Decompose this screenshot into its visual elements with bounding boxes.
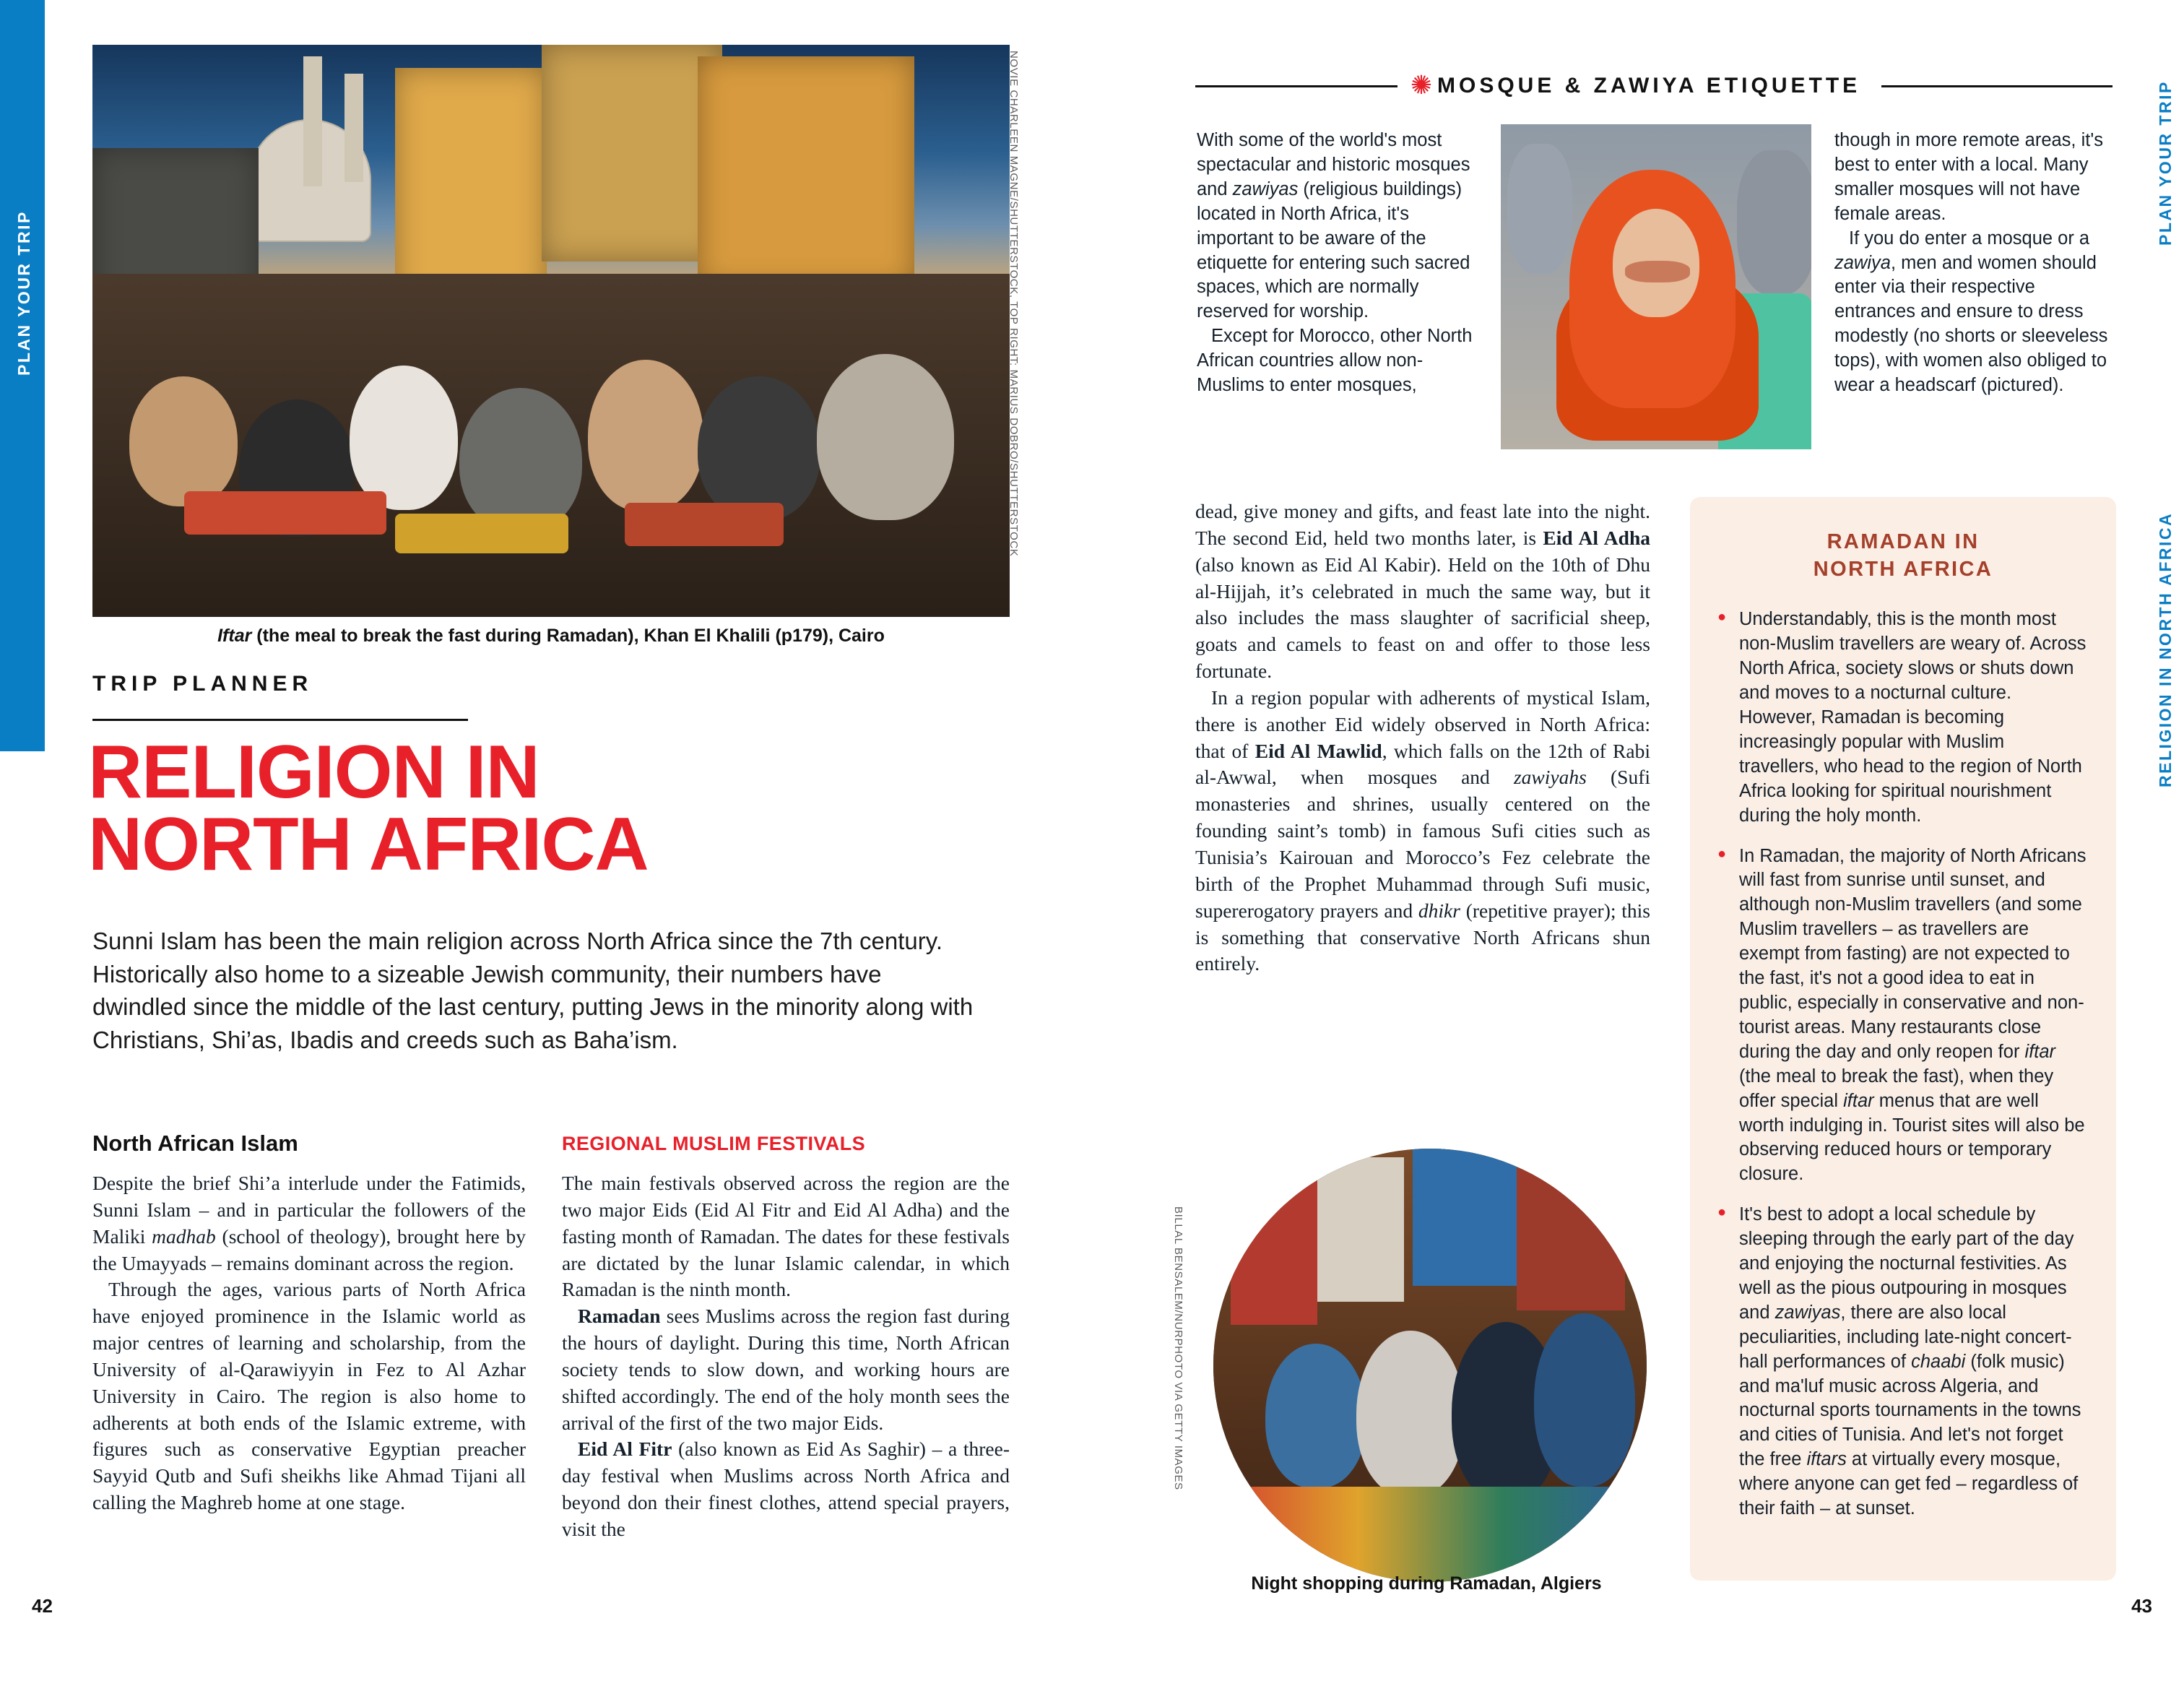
photo-credit-left: NOVIE CHARLEEN MAGNE/SHUTTERSTOCK, TOP RIGHT: MARIUS DOBRO/SHUTTERSTOCK [1008, 51, 1020, 557]
paragraph: Despite the brief Shi’a interlude under the Fatimids, Sunni Islam – and in particular the followers of the Maliki madhab (school of theology), brought here by the Umayyads – remains dominant across the region. [92, 1172, 526, 1274]
etiquette-rule-left [1195, 85, 1398, 87]
sidebar-title-line1: RAMADAN IN [1826, 530, 1980, 553]
paragraph: dead, give money and gifts, and feast late into the night. The second Eid, held two months later, is Eid Al Adha (also known as Eid Al Kabir). Held on the 10th of Dhu al-Hijjah, it’s celebrated in much the same way, but it also includes the mass slaughter of sacrificial sheep, goats and camels to feast on and offer to those less fortunate. [1195, 500, 1650, 683]
right-rail-plan-your-trip: PLAN YOUR TRIP [2156, 80, 2175, 246]
paragraph: Eid Al Fitr (also known as Eid As Saghir) – a three-day festival when Muslims across North Africa and beyond don their finest clothes, attend special prayers, visit the [562, 1438, 1010, 1540]
paragraph: though in more remote areas, it's best to enter with a local. Many smaller mosques will not have female areas. [1834, 130, 2103, 224]
sidebar-ramadan-in-north-africa [1690, 497, 2116, 1581]
paragraph: With some of the world's most spectacular and historic mosques and zawiyas (religious buildings) located in North Africa, it's important to be aware of the etiquette for entering such sacred spaces, which are normally reserved for worship. [1197, 130, 1470, 322]
column-regional-muslim-festivals [562, 1170, 1010, 1543]
lead-photo-iftar-khan-el-khalili [92, 45, 1010, 617]
photo-woman-headscarf [1501, 124, 1811, 449]
etiquette-rule-right [1881, 85, 2112, 87]
right-rail-section-title: RELIGION IN NORTH AFRICA [2156, 511, 2175, 787]
left-rail-section-title: RELIGION IN NORTH AFRICA [14, 446, 33, 722]
main-text-column [1195, 498, 1650, 977]
page-title-line2: NORTH AFRICA [88, 802, 649, 886]
paragraph: The main festivals observed across the region are the two major Eids (Eid Al Fitr and Eid Al Adha) and the fasting month of Ramadan. The dates for these festivals are dictated by the lunar Islamic calendar, in which Ramadan is the ninth month. [562, 1172, 1010, 1301]
photo-credit-right: BILLAL BENSALEM/NURPHOTO VIA GETTY IMAGES [1172, 1206, 1184, 1490]
sidebar-title-line2: NORTH AFRICA [1813, 557, 1993, 581]
column-north-african-islam [92, 1170, 526, 1516]
etiquette-title: MOSQUE & ZAWIYA ETIQUETTE [1437, 74, 1861, 98]
circle-photo-caption: Night shopping during Ramadan, Algiers [1251, 1573, 1602, 1594]
flower-icon: ✺ [1410, 70, 1433, 100]
heading-north-african-islam: North African Islam [92, 1131, 298, 1156]
etiquette-column-1 [1197, 129, 1486, 398]
paragraph: Except for Morocco, other North African countries allow non-Muslims to enter mosques, [1197, 326, 1473, 396]
paragraph: Ramadan sees Muslims across the region fast during the hours of daylight. During this time, North African society tends to slow down, and working hours are shifted accordingly. The end of the holy month sees the arrival of the first of the two major Eids. [562, 1305, 1010, 1434]
left-rail-plan-your-trip: PLAN YOUR TRIP [14, 210, 33, 376]
kicker-trip-planner: TRIP PLANNER [92, 672, 313, 696]
paragraph: Through the ages, various parts of North Africa have enjoyed prominence in the Islamic world as major centres of learning and scholarship, from the University of al-Qarawiyyin in Fez to Al Azhar University in Cairo. The region is also home to adherents at both ends of the Islamic extreme, with figures such as conservative Egyptian preacher Sayyid Qutb and Sufi sheikhs like Ahmad Tijani all calling the Maghreb home at one stage. [92, 1278, 526, 1514]
sidebar-bullet-list [1690, 583, 2116, 1521]
sidebar-bullet: ● In Ramadan, the majority of North Africans will fast from sunrise until sunset, and although non-Muslim travellers (and some Muslim travellers – as travellers are exempt from fasting) are not expected to the fast, it's not a good idea to eat in public, especially in conservative and non-tourist areas. Many restaurants close during the day and only reopen for iftar (the meal to break the fast), when they offer special iftar menus that are well worth indulging in. Tourist sites will also be observing reduced hours or temporary closure. [1717, 844, 2089, 1188]
paragraph: If you do enter a mosque or a zawiya, men and women should enter via their respective entrances and ensure to dress modestly (no shorts or sleeveless tops), with women also obliged to wear a headscarf (pictured). [1834, 228, 2108, 396]
page-title-line1: RELIGION IN [88, 730, 540, 814]
sidebar-title [1690, 497, 2116, 583]
kicker-rule [92, 719, 468, 721]
caption-rest: (the meal to break the fast during Ramadan), Khan El Khalili (p179), Cairo [251, 626, 885, 646]
page-number-left: 42 [32, 1595, 53, 1617]
sidebar-bullet: ● It's best to adopt a local schedule by sleeping through the early part of the day and enjoying the nocturnal festivities. As well as the pious outpouring in mosques and zawiyas, there are also local peculiarities, including late-night concert-hall performances of chaabi (folk music) and ma'luf music across Algeria, and nocturnal sports tournaments in the towns and cities of Tunisia. And let's not forget the free iftars at virtually every mosque, where anyone can get fed – regardless of their faith – at sunset. [1717, 1203, 2089, 1521]
standfirst: Sunni Islam has been the main religion across North Africa since the 7th century. Historically also home to a sizeable Jewish community, their numbers have dwindled since the middle of the last century, putting Jews in the minority along with Christians, Shi’as, Ibadis and creeds such as Baha’ism. [92, 928, 974, 1053]
page-title [88, 730, 810, 886]
paragraph: In a region popular with adherents of mystical Islam, there is another Eid widely observed in North Africa: that of Eid Al Mawlid, which falls on the 12th of Rabi al-Awwal, when mosques and zawiyahs (Sufi monasteries and shrines, usually centered on the founding saint’s tomb) in famous Sufi cities such as Tunisia’s Kairouan and Morocco’s Fez celebrate the birth of the Prophet Muhammad through Sufi music, supererogatory prayers and dhikr (repetitive prayer); this is something that conservative North Africans shun entirely. [1195, 686, 1650, 975]
caption-italic: Iftar [217, 626, 252, 646]
lead-photo-caption [92, 626, 1010, 647]
heading-regional-muslim-festivals: REGIONAL MUSLIM FESTIVALS [562, 1133, 866, 1154]
photo-night-shopping-algiers [1213, 1149, 1647, 1582]
etiquette-column-2 [1834, 129, 2109, 398]
page-number-right: 43 [2131, 1595, 2152, 1617]
sidebar-bullet: ● Understandably, this is the month most non-Muslim travellers are weary of. Across North Africa, society slows or shuts down and moves to a nocturnal culture. However, Ramadan is becoming increasingly popular with Muslim travellers, who head to the region of North Africa looking for spiritual nourishment during the holy month. [1717, 608, 2089, 828]
